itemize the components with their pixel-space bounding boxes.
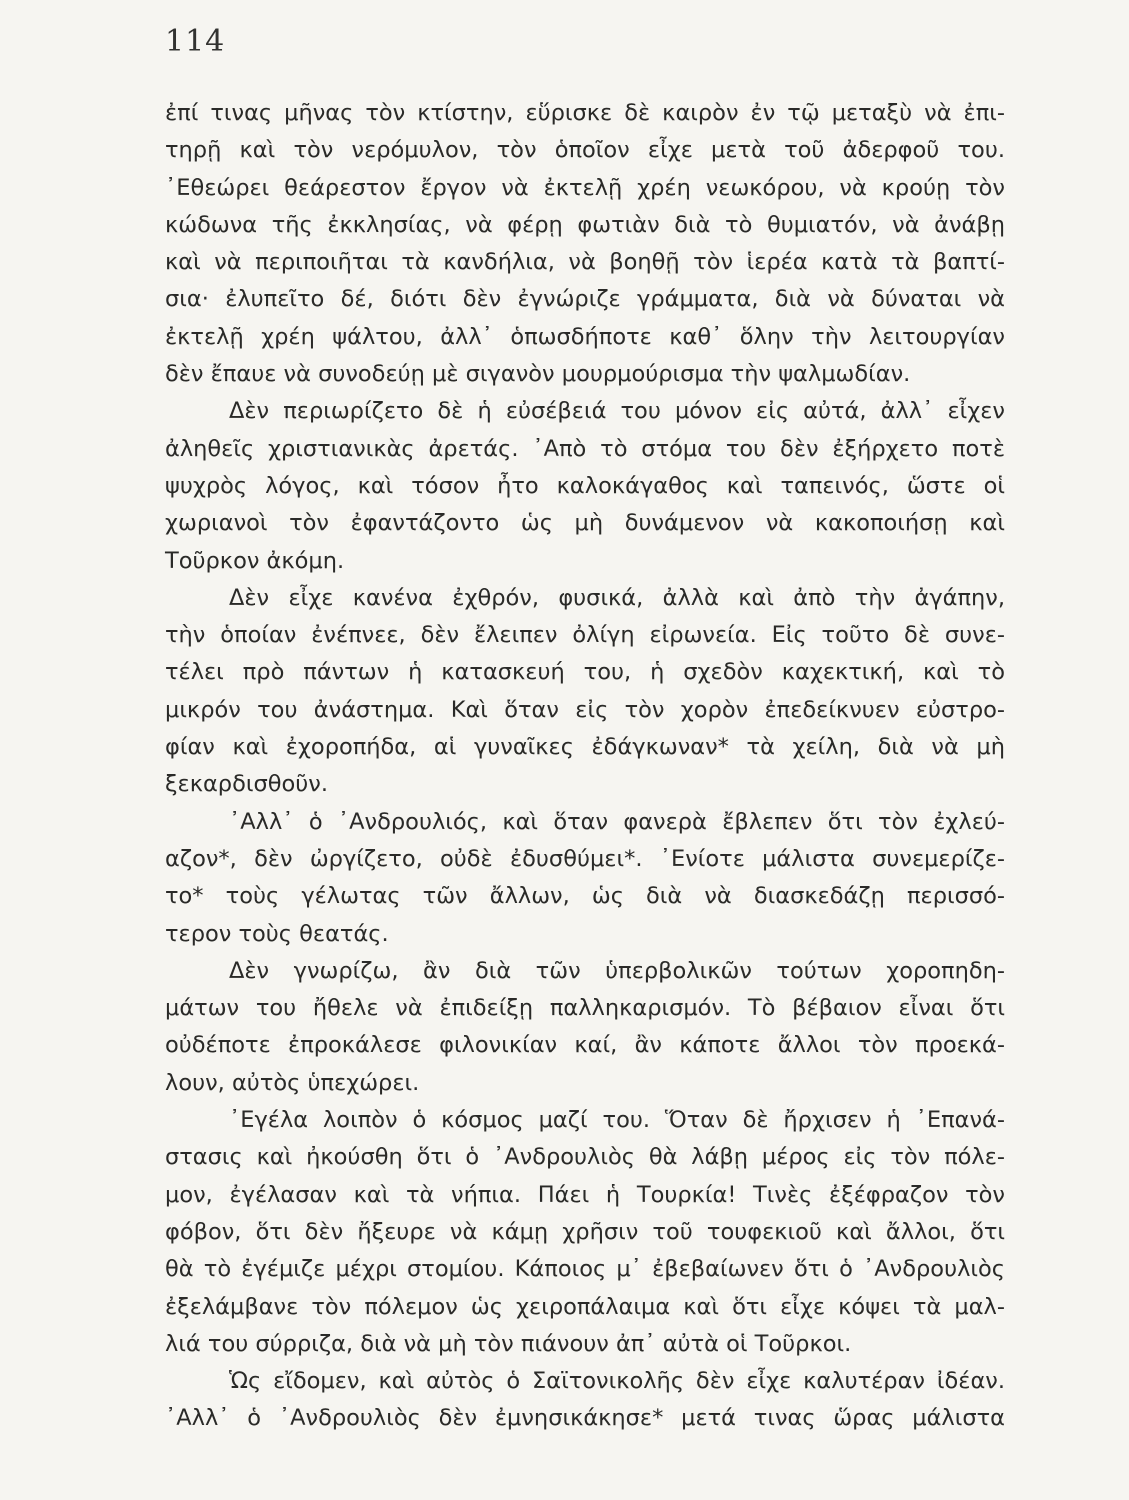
text-line: στασις καὶ ἠκούσθη ὅτι ὁ ᾿Ανδρουλιὸς θὰ λάβῃ μέρος εἰς τὸν πόλε- — [165, 1144, 1005, 1171]
text-line: σια· ἐλυπεῖτο δέ, διότι δὲν ἐγνώριζε γράμματα, διὰ νὰ δύναται νὰ — [165, 286, 1005, 313]
paragraph — [165, 393, 1005, 579]
text-line: τέλει πρὸ πάντων ἡ κατασκευή του, ἡ σχεδὸν καχεκτική, καὶ τὸ — [165, 659, 1005, 686]
text-line: Τοῦρκον ἀκόμη. — [165, 547, 345, 574]
paragraph — [165, 95, 1005, 393]
text-line: Δὲν περιωρίζετο δὲ ἡ εὐσέβειά του μόνον εἰς αὐτά, ἀλλ᾿ εἶχεν — [229, 398, 1005, 425]
text-line: ᾿Εγέλα λοιπὸν ὁ κόσμος μαζί του. Ὅταν δὲ ἤρχισεν ἡ ᾿Επανά- — [229, 1107, 1005, 1134]
text-line: ἀληθεῖς χριστιανικὰς ἀρετάς. ᾿Απὸ τὸ στόμα του δὲν ἐξήρχετο ποτὲ — [165, 435, 1005, 462]
text-line: μον, ἐγέλασαν καὶ τὰ νήπια. Πάει ἡ Τουρκία! Τινὲς ἐξέφραζον τὸν — [165, 1181, 1005, 1208]
page-number: 114 — [165, 24, 226, 59]
text-line: ἐπί τινας μῆνας τὸν κτίστην, εὕρισκε δὲ καιρὸν ἐν τῷ μεταξὺ νὰ ἐπι- — [165, 100, 1005, 126]
text-line: Ὡς εἴδομεν, καὶ αὐτὸς ὁ Σαϊτονικολῆς δὲν εἶχε καλυτέραν ἰδέαν. — [229, 1368, 1005, 1395]
text-line: Δὲν εἶχε κανένα ἐχθρόν, φυσικά, ἀλλὰ καὶ ἀπὸ τὴν ἀγάπην, — [229, 584, 1005, 611]
text-line: ψυχρὸς λόγος, καὶ τόσον ἦτο καλοκάγαθος καὶ ταπεινός, ὥστε οἱ — [165, 472, 1005, 499]
text-line: το* τοὺς γέλωτας τῶν ἄλλων, ὡς διὰ νὰ διασκεδάζῃ περισσό- — [165, 883, 1005, 910]
text-line: κώδωνα τῆς ἐκκλησίας, νὰ φέρῃ φωτιὰν διὰ τὸ θυμιατόν, νὰ ἀνάβῃ — [165, 211, 1005, 238]
text-line: Δὲν γνωρίζω, ἂν διὰ τῶν ὑπερβολικῶν τούτων χοροπηδη- — [229, 957, 1005, 984]
text-line: οὐδέποτε ἐπροκάλεσε φιλονικίαν καί, ἂν κάποτε ἄλλοι τὸν προεκά- — [165, 1032, 1005, 1059]
text-line: ᾿Αλλ᾿ ὁ ᾿Ανδρουλιός, καὶ ὅταν φανερὰ ἔβλεπεν ὅτι τὸν ἐχλεύ- — [229, 808, 1005, 835]
text-line: φόβον, ὅτι δὲν ἤξευρε νὰ κάμῃ χρῆσιν τοῦ τουφεκιοῦ καὶ ἄλλοι, ὅτι — [165, 1218, 1005, 1245]
text-line: θὰ τὸ ἐγέμιζε μέχρι στομίου. Κάποιος μ᾿ ἐβεβαίωνεν ὅτι ὁ ᾿Ανδρουλιὸς — [165, 1256, 1005, 1283]
paragraph — [165, 580, 1005, 804]
text-line: δὲν ἔπαυε νὰ συνοδεύῃ μὲ σιγανὸν μουρμούρισμα τὴν ψαλμωδίαν. — [165, 361, 911, 388]
text-line: αζον*, δὲν ὠργίζετο, οὐδὲ ἐδυσθύμει*. ᾿Ενίοτε μάλιστα συνεμερίζε- — [165, 845, 1005, 872]
text-line: ξεκαρδισθοῦν. — [165, 771, 328, 798]
text-body — [165, 95, 1005, 1438]
text-line: τηρῇ καὶ τὸν νερόμυλον, τὸν ὁποῖον εἶχε μετὰ τοῦ ἀδερφοῦ του. — [165, 137, 1005, 164]
text-line: χωριανοὶ τὸν ἐφαντάζοντο ὡς μὴ δυνάμενον νὰ κακοποιήσῃ καὶ — [165, 510, 1005, 537]
text-line: μικρόν του ἀνάστημα. Καὶ ὅταν εἰς τὸν χορὸν ἐπεδείκνυεν εὐστρο- — [165, 696, 1005, 723]
text-line: ἐκτελῇ χρέη ψάλτου, ἀλλ᾿ ὁπωσδήποτε καθ᾿ ὅλην τὴν λειτουργίαν — [165, 323, 1005, 350]
text-line: λουν, αὐτὸς ὑπεχώρει. — [165, 1069, 420, 1096]
text-line: μάτων του ἤθελε νὰ ἐπιδείξῃ παλληκαρισμόν. Τὸ βέβαιον εἶναι ὅτι — [165, 995, 1005, 1022]
paragraph — [165, 1363, 1005, 1438]
text-line: φίαν καὶ ἐχοροπήδα, αἱ γυναῖκες ἐδάγκωναν* τὰ χείλη, διὰ νὰ μὴ — [165, 734, 1005, 761]
paragraph — [165, 953, 1005, 1102]
paragraph — [165, 1102, 1005, 1363]
paragraph — [165, 804, 1005, 953]
text-line: καὶ νὰ περιποιῆται τὰ κανδήλια, νὰ βοηθῇ τὸν ἱερέα κατὰ τὰ βαπτί- — [165, 249, 1005, 276]
text-line: τὴν ὁποίαν ἐνέπνεε, δὲν ἔλειπεν ὀλίγη εἰρωνεία. Εἰς τοῦτο δὲ συνε- — [165, 622, 1005, 649]
text-line: τερον τοὺς θεατάς. — [165, 920, 389, 947]
text-line: ᾿Εθεώρει θεάρεστον ἔργον νὰ ἐκτελῇ χρέη νεωκόρου, νὰ κρούῃ τὸν — [165, 174, 1005, 201]
text-line: ᾿Αλλ᾿ ὁ ᾿Ανδρουλιὸς δὲν ἐμνησικάκησε* μετά τινας ὥρας μάλιστα — [165, 1405, 1005, 1432]
text-line: ἐξελάμβανε τὸν πόλεμον ὡς χειροπάλαιμα καὶ ὅτι εἶχε κόψει τὰ μαλ- — [165, 1293, 1005, 1320]
text-line: λιά του σύρριζα, διὰ νὰ μὴ τὸν πιάνουν ἀπ᾿ αὐτὰ οἱ Τοῦρκοι. — [165, 1330, 852, 1357]
